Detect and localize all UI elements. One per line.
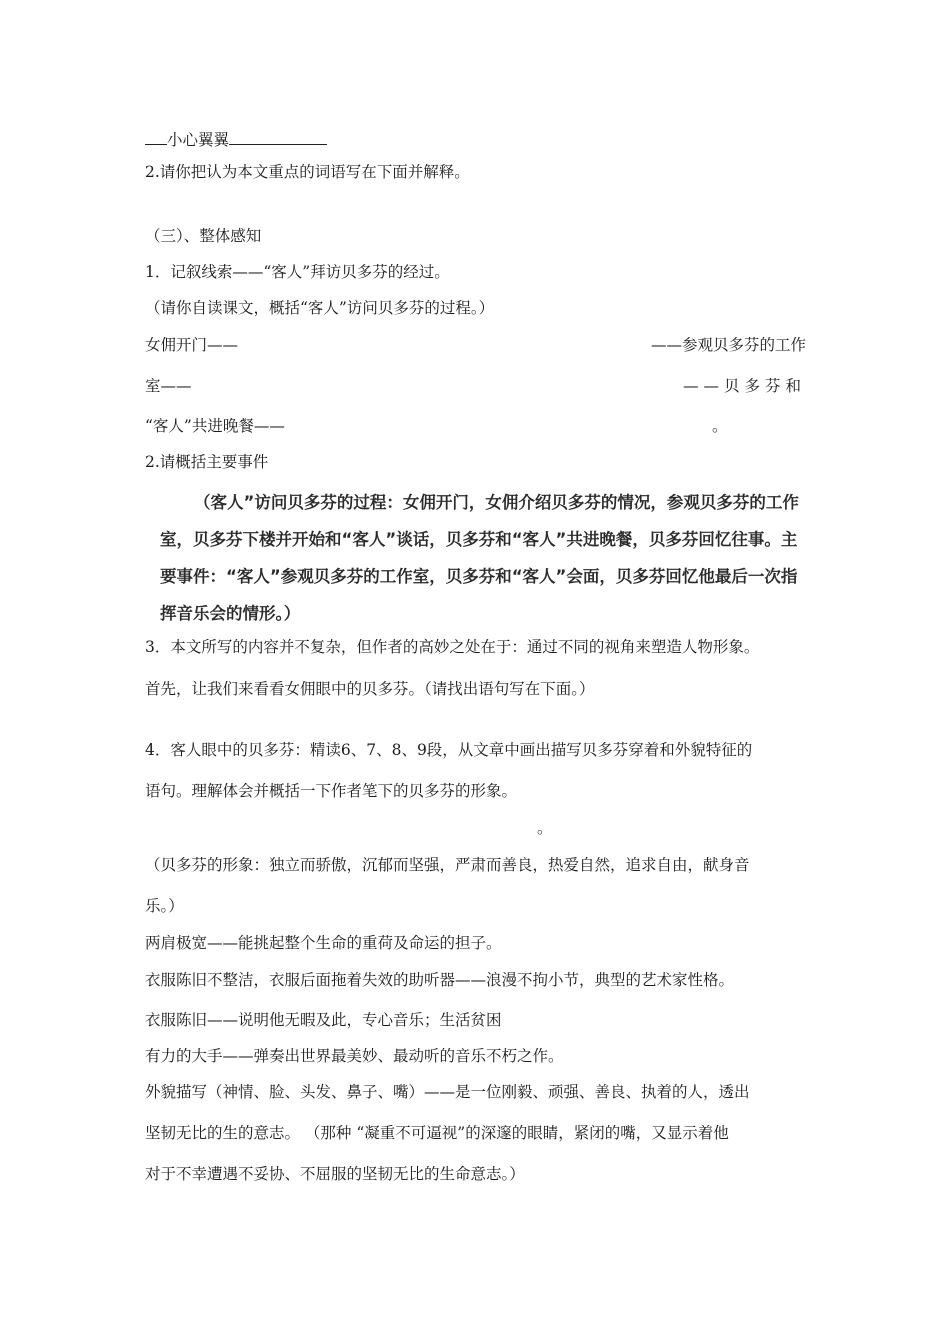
- section-heading: （三）、整体感知: [145, 227, 262, 245]
- detail-appearance-cont: 坚韧无比的生的意志。 （那种 “凝重不可逼视”的深邃的眼睛，紧闭的嘴，又显示着他: [145, 1124, 729, 1142]
- question-3: 3．本文所写的内容并不复杂，但作者的高妙之处在于：通过不同的视角来塑造人物形象。: [145, 638, 760, 656]
- process-left-2: 室——: [145, 377, 192, 395]
- question-4: 4．客人眼中的贝多芬：精读6、7、8、9段，从文章中画出描写贝多芬穿着和外貌特征的: [145, 741, 753, 759]
- question-4-cont: 语句。理解体会并概括一下作者笔下的贝多芬的形象。: [145, 782, 518, 800]
- blank-underline: [145, 128, 167, 145]
- question-1-clue: 1．记叙线索——“客人”拜访贝多芬的经过。: [145, 263, 450, 281]
- process-left-1: 女佣开门——: [145, 336, 239, 354]
- question-2-vocab: 2.请你把认为本文重点的词语写在下面并解释。: [145, 163, 470, 181]
- process-right-2: ——贝多芬和: [682, 377, 806, 395]
- detail-clothes-old: 衣服陈旧——说明他无暇及此，专心音乐；生活贫困: [145, 1011, 502, 1029]
- detail-appearance: 外貌描写（神情、脸、头发、鼻子、嘴）——是一位刚毅、顽强、善良、执着的人，透出: [145, 1083, 750, 1101]
- image-answer-line: （贝多芬的形象：独立而骄傲，沉郁而坚强，严肃而善良，热爱自然，追求自由，献身音: [145, 856, 750, 874]
- process-end-mark: 。: [712, 417, 728, 435]
- vocab-line: [145, 128, 327, 150]
- answer-line: 室，贝多芬下楼并开始和“客人”谈话，贝多芬和“客人”共进晚餐，贝多芬回忆往事。主: [160, 530, 798, 549]
- question-3-sub: 首先，让我们来看看女佣眼中的贝多芬。（请找出语句写在下面。）: [145, 680, 595, 698]
- process-right-1: ——参观贝多芬的工作: [650, 336, 806, 354]
- vocab-word: 小心翼翼: [167, 131, 230, 149]
- answer-image-text: [160, 484, 830, 632]
- process-left-3: “客人”共进晚餐——: [145, 417, 285, 435]
- image-answer-cont: 乐。）: [145, 897, 184, 915]
- answer-end-mark: 。: [537, 819, 553, 837]
- instruction-line: （请你自读课文，概括“客人”访问贝多芬的过程。）: [145, 299, 495, 317]
- answer-line: 挥音乐会的情形。）: [160, 604, 301, 623]
- detail-shoulders: 两肩极宽——能挑起整个生命的重荷及命运的担子。: [145, 934, 502, 952]
- detail-appearance-end: 对于不幸遭遇不妥协、不屈服的坚韧无比的生命意志。）: [145, 1165, 525, 1183]
- answer-line: 要事件：“客人”参观贝多芬的工作室，贝多芬和“客人”会面，贝多芬回忆他最后一次指: [160, 567, 798, 586]
- question-2-events: 2.请概括主要事件: [145, 453, 269, 471]
- detail-hands: 有力的大手——弹奏出世界最美妙、最动听的音乐不朽之作。: [145, 1047, 564, 1065]
- blank-underline: [229, 128, 327, 145]
- detail-clothes: 衣服陈旧不整洁，衣服后面拖着失效的助听器——浪漫不拘小节，典型的艺术家性格。: [145, 971, 735, 989]
- answer-line: （客人”访问贝多芬的过程：女佣开门，女佣介绍贝多芬的情况，参观贝多芬的工作: [194, 493, 799, 512]
